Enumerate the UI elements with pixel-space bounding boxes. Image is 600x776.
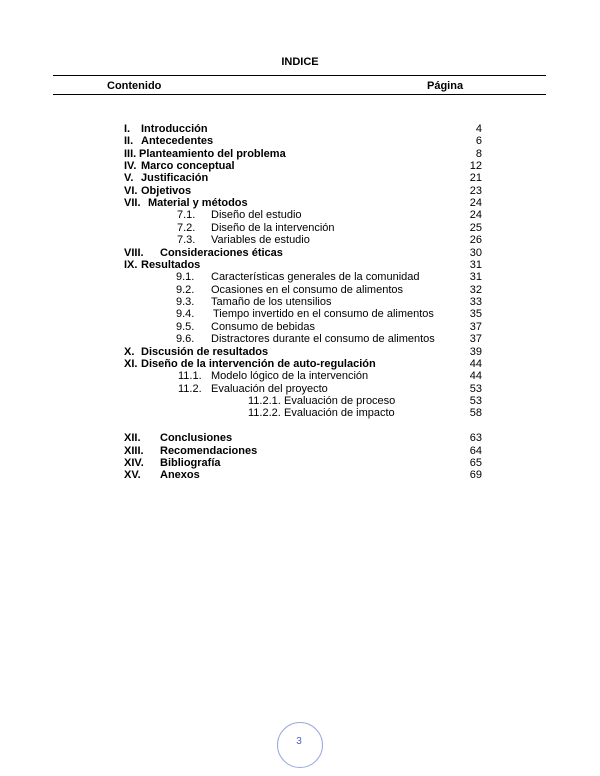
- toc-entry-number: 9.5.: [176, 321, 195, 333]
- toc-entry-title: Planteamiento del problema: [139, 148, 286, 160]
- toc-entry-page: 39: [469, 346, 482, 358]
- toc-entry-page: 63: [469, 432, 482, 444]
- toc-entry-number: 9.3.: [176, 296, 195, 308]
- toc-entry-number: IV.: [124, 160, 137, 172]
- toc-entry-number: IX.: [124, 259, 138, 271]
- toc-entry-title: Ocasiones en el consumo de alimentos: [211, 284, 403, 296]
- toc-entry-page: 12: [469, 160, 482, 172]
- toc-entry-number: XV.: [124, 469, 141, 481]
- toc-entry-number: XII.: [124, 432, 141, 444]
- page-number: 3: [296, 736, 302, 747]
- toc-entry-page: 65: [469, 457, 482, 469]
- toc-entry-page: 69: [469, 469, 482, 481]
- toc-entry-number: 9.4.: [176, 308, 195, 320]
- toc-entry-title: Material y métodos: [148, 197, 248, 209]
- toc-entry-page: 33: [469, 296, 482, 308]
- toc-entry-title: Variables de estudio: [211, 234, 310, 246]
- toc-entry-title: Anexos: [160, 469, 200, 481]
- toc-entry-page: 31: [469, 259, 482, 271]
- toc-entry-number: XIV.: [124, 457, 144, 469]
- toc-entry-title: Conclusiones: [160, 432, 233, 444]
- toc-entry-title: Tiempo invertido en el consumo de alimentos: [213, 308, 434, 320]
- toc-entry-title: Tamaño de los utensilios: [211, 296, 332, 308]
- toc-entry-title: Bibliografía: [160, 457, 221, 469]
- toc-entry-title: Marco conceptual: [141, 160, 235, 172]
- toc-entry-page: 35: [469, 308, 482, 320]
- toc-entry-page: 37: [469, 321, 482, 333]
- toc-entry-number: II.: [124, 135, 134, 147]
- toc-entry-number: 7.2.: [177, 222, 196, 234]
- toc-entry-title: Diseño del estudio: [211, 209, 302, 221]
- toc-entry-title: Objetivos: [141, 185, 192, 197]
- toc-entry-number: 11.2.1.: [248, 395, 281, 407]
- toc-entry-page: 44: [469, 358, 482, 370]
- toc-entry-page: 24: [469, 197, 482, 209]
- toc-entry-number: I.: [124, 123, 131, 135]
- toc-entry-title: Evaluación de impacto: [284, 407, 395, 419]
- toc-entry-page: 32: [469, 284, 482, 296]
- toc-entry-page: 4: [475, 123, 482, 135]
- toc-entry-title: Diseño de la intervención: [211, 222, 335, 234]
- toc-entry-number: VII.: [124, 197, 141, 209]
- toc-entry-number: 9.2.: [176, 284, 195, 296]
- toc-entry-page: 30: [469, 247, 482, 259]
- toc-entry-page: 37: [469, 333, 482, 345]
- toc-entry-page: 26: [469, 234, 482, 246]
- toc-entry-title: Consideraciones éticas: [160, 247, 283, 259]
- column-header-pagina: Página: [427, 80, 464, 92]
- toc-entry-title: Antecedentes: [141, 135, 214, 147]
- toc-entry-title: Evaluación del proyecto: [211, 383, 328, 395]
- toc-entry-page: 44: [469, 370, 482, 382]
- toc-entry-title: Consumo de bebidas: [211, 321, 315, 333]
- toc-entry-page: 58: [469, 407, 482, 419]
- toc-entry-title: Discusión de resultados: [141, 346, 269, 358]
- toc-entry-number: XI.: [124, 358, 138, 370]
- toc-entry-number: VIII.: [124, 247, 144, 259]
- toc-entry-number: 9.1.: [176, 271, 195, 283]
- toc-entry-title: Características generales de la comunidad: [211, 271, 420, 283]
- toc-entry-page: 6: [475, 135, 482, 147]
- page-title: INDICE: [281, 56, 319, 68]
- toc-entry-page: 31: [469, 271, 482, 283]
- toc-entry-page: 8: [475, 148, 482, 160]
- toc-entry-number: 9.6.: [176, 333, 195, 345]
- toc-entry-number: III.: [124, 148, 137, 160]
- toc-entry-page: 64: [469, 445, 482, 457]
- toc-entry-number: X.: [124, 346, 135, 358]
- toc-entry-page: 23: [469, 185, 482, 197]
- toc-entry-number: XIII.: [124, 445, 144, 457]
- toc-entry-page: 53: [469, 383, 482, 395]
- toc-entry-page: 53: [469, 395, 482, 407]
- toc-entry-title: Modelo lógico de la intervención: [211, 370, 369, 382]
- toc-entry-title: Resultados: [141, 259, 201, 271]
- toc-entry-number: 11.2.: [178, 383, 202, 395]
- toc-entry-number: V.: [124, 172, 134, 184]
- toc-entry-title: Distractores durante el consumo de alimentos: [211, 333, 435, 345]
- toc-entry-page: 21: [469, 172, 482, 184]
- toc-entry-title: Diseño de la intervención de auto-regulación: [141, 358, 376, 370]
- toc-entry-number: 11.2.2.: [248, 407, 281, 419]
- toc-entry-page: 25: [469, 222, 482, 234]
- toc-entry-title: Introducción: [141, 123, 208, 135]
- toc-entry-number: VI.: [124, 185, 138, 197]
- toc-entry-number: 7.3.: [177, 234, 196, 246]
- toc-entry-title: Evaluación de proceso: [284, 395, 396, 407]
- header-top-rule: [53, 75, 546, 76]
- header-bottom-rule: [53, 94, 546, 95]
- toc-entry-title: Recomendaciones: [160, 445, 258, 457]
- toc-entry-number: 7.1.: [177, 209, 196, 221]
- toc-entry-number: 11.1.: [178, 370, 202, 382]
- toc-entry-title: Justificación: [141, 172, 209, 184]
- column-header-contenido: Contenido: [107, 80, 162, 92]
- toc-entry-page: 24: [469, 209, 482, 221]
